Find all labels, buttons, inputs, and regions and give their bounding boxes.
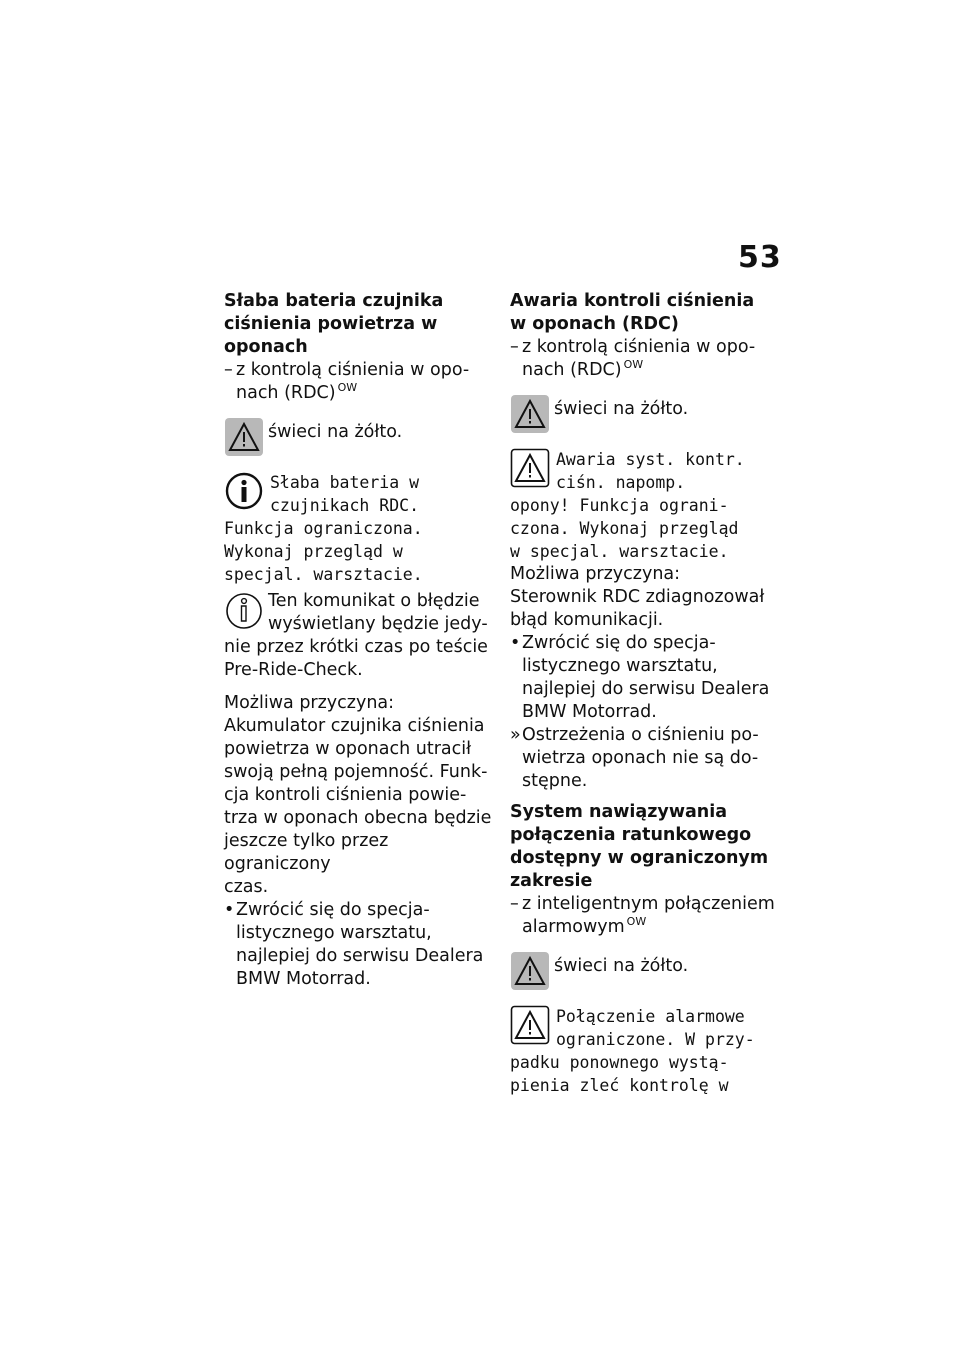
info-i-icon (224, 471, 264, 511)
optional-equipment-marker: OW (626, 915, 647, 929)
warning-triangle-icon (510, 394, 550, 434)
page-number: 53 (738, 240, 782, 275)
warning-light-text: świeci na żółto. (268, 422, 403, 442)
warning-light-row (510, 394, 778, 434)
warning-light-row (224, 417, 492, 457)
equipment-condition: – z kontrolą ciśnienia w opo- nach (RDC) $^{OW}$ (224, 360, 470, 403)
warning-light-text: świeci na żółto. (554, 956, 689, 976)
section-heading-rdc-failure: Awaria kontroli ciśnienia w oponach (RDC) (510, 291, 755, 334)
framed-warning-triangle-icon (510, 1005, 550, 1045)
display-message: Słaba bateria w czujnikach RDC. Funkcja ograniczona. Wykonaj przegląd w specjal. warsztacie. (224, 473, 423, 584)
possible-cause: Możliwa przyczyna: Akumulator czujnika ciśnienia powietrza w oponach utracił swoją pełną pojemność. Funk- cja kontroli ciśnienia powie- trza w oponach obecna będzie jeszcze tylko przez ograniczony czas. (224, 693, 492, 897)
warning-light-text: świeci na żółto. (554, 399, 689, 419)
equipment-condition: – z kontrolą ciśnienia w opo- nach (RDC) $^{OW}$ (510, 337, 756, 380)
display-message: Połączenie alarmowe ograniczone. W przy- padku ponownego wystą- pienia zleć kontrolę w (510, 1007, 755, 1095)
warning-light-row (510, 951, 778, 991)
section-heading-low-battery: Słaba bateria czujnika ciśnienia powietrza w oponach (224, 291, 444, 357)
framed-warning-triangle-icon (510, 448, 550, 488)
equipment-condition: – z inteligentnym połączeniem alarmowym $^{OW}$ (510, 894, 775, 937)
action-bullet: • Zwrócić się do specja- listycznego warsztatu, najlepiej do serwisu Dealera BMW Motorrad. (510, 633, 770, 722)
optional-equipment-marker: OW (337, 381, 358, 395)
section-heading-emergency-call: System nawiązywania połączenia ratunkowego dostępny w ograniczonym zakresie (510, 802, 769, 891)
possible-cause: Możliwa przyczyna: Sterownik RDC zdiagnozował błąd komunikacji. (510, 564, 765, 630)
optional-equipment-marker: OW (623, 358, 644, 372)
warning-triangle-icon (224, 417, 264, 457)
result-item: » Ostrzeżenia o ciśnieniu po- wietrza oponach nie są do- stępne. (510, 725, 759, 791)
hint-i-icon (224, 590, 264, 630)
right-column (510, 290, 778, 1097)
left-column (224, 290, 492, 991)
warning-triangle-icon (510, 951, 550, 991)
display-message: Awaria syst. kontr. ciśn. napomp. opony! Funkcja ograni- czona. Wykonaj przegląd w specjal. warsztacie. (510, 450, 745, 561)
hint-note: Ten komunikat o błędzie wyświetlany będzie jedy- nie przez krótki czas po teście Pre-Ride-Check. (224, 591, 488, 680)
action-bullet: • Zwrócić się do specja- listycznego warsztatu, najlepiej do serwisu Dealera BMW Motorrad. (224, 900, 484, 989)
